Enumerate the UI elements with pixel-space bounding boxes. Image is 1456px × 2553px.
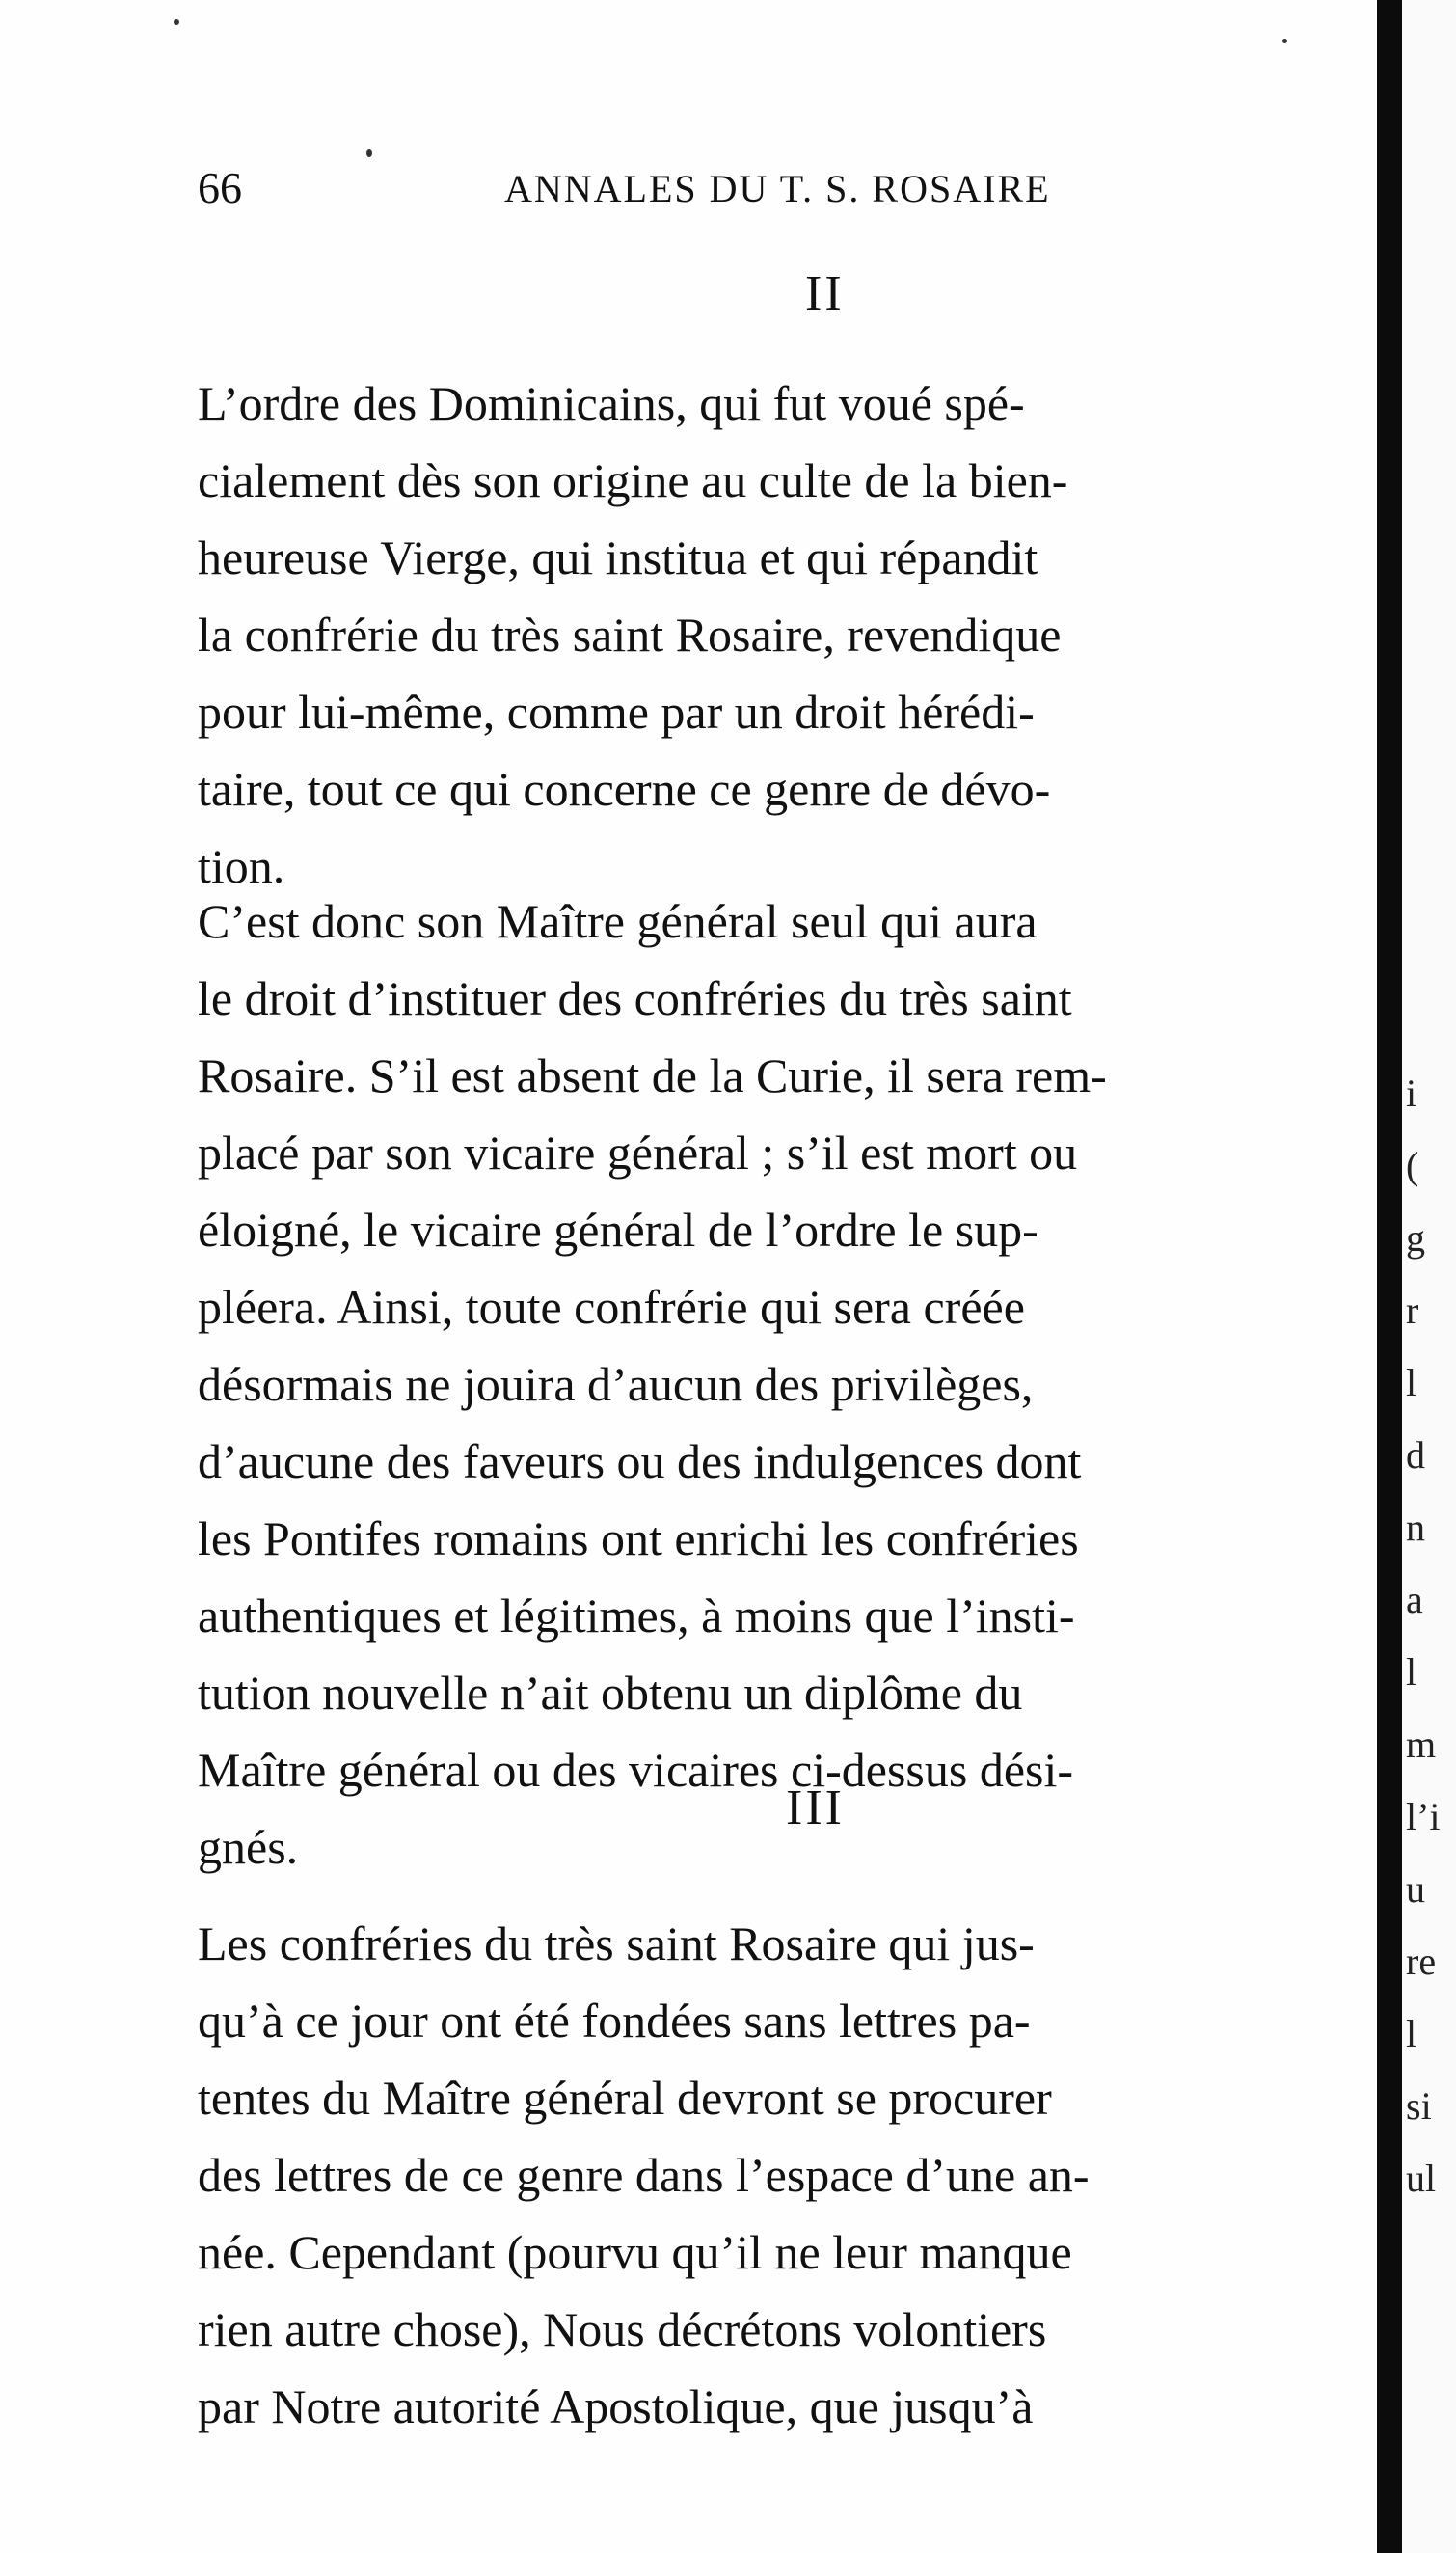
text-line: cialement dès son origine au culte de la bien- — [198, 453, 1068, 507]
text-line: L’ordre des Dominicains, qui fut voué spé- — [198, 376, 1025, 430]
text-line: tentes du Maître général devront se procurer — [198, 2071, 1052, 2125]
section-number-iii: III — [786, 1780, 845, 1835]
scan-speck — [366, 149, 372, 157]
text-line: qu’à ce jour ont été fondées sans lettres pa- — [198, 1994, 1031, 2048]
paragraph-3 — [198, 1905, 1393, 2445]
facing-page-fragment: re — [1406, 1940, 1437, 1983]
running-head: ANNALES DU T. S. ROSAIRE — [504, 167, 1051, 210]
facing-page-fragment: si — [1406, 2084, 1432, 2128]
text-line: par Notre autorité Apostolique, que jusqu’à — [198, 2379, 1034, 2433]
text-line: placé par son vicaire général ; s’il est mort ou — [198, 1126, 1078, 1180]
facing-page-fragment: g — [1406, 1216, 1425, 1260]
facing-page-fragment: l’i — [1406, 1795, 1441, 1838]
text-line: la confrérie du très saint Rosaire, revendique — [198, 608, 1062, 662]
facing-page-fragment: a — [1406, 1578, 1423, 1621]
facing-page-fragment: ul — [1406, 2157, 1437, 2200]
text-line: les Pontifes romains ont enrichi les confréries — [198, 1511, 1079, 1565]
facing-page-fragment: l — [1406, 1361, 1417, 1404]
text-line: d’aucune des faveurs ou des indulgences dont — [198, 1434, 1082, 1488]
facing-page-fragment: i — [1406, 1072, 1417, 1115]
text-line: pléera. Ainsi, toute confrérie qui sera créée — [198, 1280, 1025, 1334]
text-line: C’est donc son Maître général seul qui aura — [198, 894, 1038, 948]
text-line: tion. — [198, 839, 285, 893]
text-line: heureuse Vierge, qui institua et qui répandit — [198, 530, 1038, 584]
scan-speck — [1282, 39, 1287, 43]
text-line: taire, tout ce qui concerne ce genre de dévo- — [198, 762, 1051, 816]
text-line: née. Cependant (pourvu qu’il ne leur manque — [198, 2225, 1072, 2279]
page-header — [198, 162, 1181, 220]
text-line: gnés. — [198, 1820, 299, 1874]
facing-page-fragment: r — [1406, 1289, 1419, 1332]
facing-page-fragment: u — [1406, 1867, 1425, 1911]
facing-page-fragment: n — [1406, 1506, 1425, 1549]
paragraph-2 — [198, 883, 1393, 1886]
scan-speck — [174, 19, 179, 25]
facing-page-fragment: ( — [1406, 1144, 1419, 1187]
facing-page-fragment: l — [1406, 1650, 1417, 1694]
text-line: Maître général ou des vicaires ci-dessus dési- — [198, 1743, 1074, 1797]
text-line: le droit d’instituer des confréries du très saint — [198, 971, 1072, 1025]
text-line: éloigné, le vicaire général de l’ordre le sup- — [198, 1203, 1038, 1257]
page-number: 66 — [198, 163, 242, 212]
binding-gutter — [1377, 0, 1402, 2553]
facing-page-fragment: l — [1406, 2012, 1417, 2055]
section-number-ii: II — [805, 266, 845, 321]
text-line: Les confréries du très saint Rosaire qui jus- — [198, 1916, 1035, 1970]
paragraph-1 — [198, 365, 1393, 905]
text-line: des lettres de ce genre dans l’espace d’une an- — [198, 2148, 1090, 2202]
facing-page-fragment: m — [1406, 1723, 1437, 1766]
text-line: Rosaire. S’il est absent de la Curie, il sera rem- — [198, 1048, 1107, 1102]
facing-page-edge — [1402, 0, 1456, 2553]
text-line: authentiques et légitimes, à moins que l’insti- — [198, 1589, 1075, 1643]
text-line: rien autre chose), Nous décrétons volontiers — [198, 2302, 1047, 2356]
text-line: désormais ne jouira d’aucun des privilèges, — [198, 1357, 1034, 1411]
text-line: tution nouvelle n’ait obtenu un diplôme du — [198, 1666, 1023, 1720]
facing-page-fragment: d — [1406, 1433, 1425, 1477]
text-line: pour lui-même, comme par un droit hérédi- — [198, 685, 1035, 739]
